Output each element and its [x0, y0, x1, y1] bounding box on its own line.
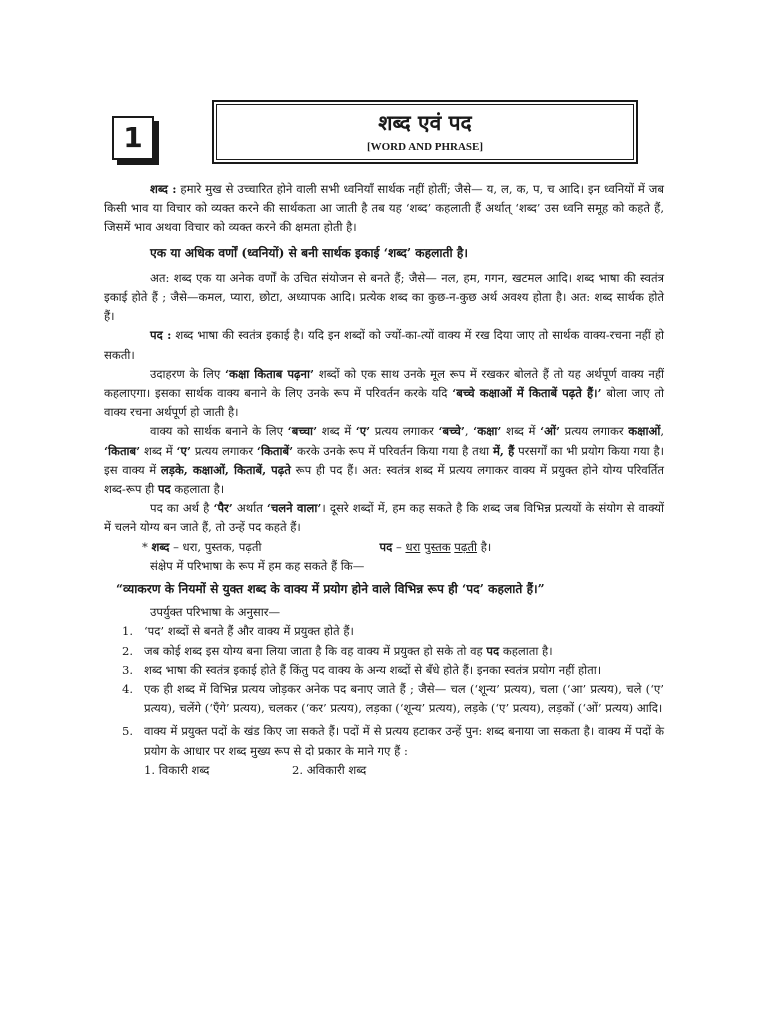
text-run: पद का अर्थ है — [150, 501, 214, 516]
list-text: जब कोई शब्द इस योग्य बना लिया जाता है कि वह वाक्य में प्रयुक्त हो सके तो वह — [144, 643, 487, 658]
text-run: है। — [477, 539, 492, 554]
text-run: – — [392, 539, 406, 554]
bold-run: ‘चलने वाला’ — [266, 501, 322, 516]
text-run: । दूसरे शब्दों में, हम कह सकते है कि शब्द जब विभिन्न प्रत्ययों के संयोग से वाक्यों में चलने योग्य बन जाते हैं, तो उन्हें पद कहते हैं। — [104, 501, 664, 535]
example-line — [104, 538, 664, 557]
list-number: 4. — [122, 682, 134, 697]
list-text: कहलाता है। — [499, 643, 553, 658]
bold-run: कक्षाओं — [628, 424, 661, 439]
bold-run: लड़के, कक्षाओं, किताबें, पढ़ते — [160, 462, 291, 477]
definition-heading: एक या अधिक वर्णों (ध्वनियों) से बनी सार्थक इकाई ‘शब्द’ कहलाती है। — [150, 245, 468, 260]
bold-run: ‘पैर’ — [213, 501, 233, 516]
text-run: शब्द में — [501, 424, 541, 439]
list-number: 1. — [122, 624, 134, 639]
paragraph-suffix — [104, 422, 664, 499]
text-run: रूप ही पद हैं। अत: स्वतंत्र शब्द में प्रत्यय लगाकर वाक्य में प्रयुक्त होने योग्य परिवर्तित शब्द-रूप ही — [104, 462, 664, 497]
word-types — [104, 761, 664, 780]
list-number: 5. — [122, 724, 134, 739]
list-number: 2. — [122, 643, 134, 658]
points-intro: उपर्युक्त परिभाषा के अनुसार— — [150, 605, 281, 620]
underlined-word: धरा — [405, 539, 421, 554]
paragraph-text: हमारे मुख से उच्चारित होने वाली सभी ध्वनियाँ सार्थक नहीं होतीं; जैसे— य, ल, क, प, च आदि। इन ध्वनियों में जब किसी भाव या विचार को व्यक्त करने की सार्थकता आ जाती है तब यह ‘शब्द’ कहलाती हैं अर्थात् ‘शब्द’ उस ध्वनि समूह को कहते हैं, जिसमें भाव अथवा विचार को व्यक्त करने की क्षमता होती है। — [104, 182, 665, 235]
list-item — [122, 722, 664, 760]
bold-run: ‘ए’ — [176, 443, 191, 458]
list-item — [122, 622, 664, 641]
list-item — [122, 661, 664, 680]
chapter-subtitle: [WORD AND PHRASE] — [366, 141, 484, 153]
text-run: कहलाता है। — [170, 482, 225, 497]
example-shabd-label: शब्द — [151, 539, 170, 554]
text-run: शब्द में — [317, 424, 356, 439]
title-box — [216, 104, 634, 160]
text-run: परसर्गों का भी प्रयोग किया गया है। इस वाक्य में — [104, 443, 665, 477]
text-run: अर्थात — [232, 501, 267, 516]
bullet-star: * — [142, 539, 152, 554]
bold-run: ‘बच्चे’ — [438, 424, 465, 439]
term-label: पद : — [150, 328, 172, 343]
paragraph-meaning — [104, 499, 664, 537]
bold-run: ‘बच्चे कक्षाओं में किताबें पढ़ते हैं।’ — [452, 386, 602, 401]
bold-run: ‘ए’ — [355, 424, 371, 439]
term-label: शब्द : — [150, 182, 177, 196]
bold-run: ‘कक्षा’ — [473, 424, 502, 439]
bold-run: ‘बच्चा’ — [287, 424, 318, 439]
paragraph-words: अत: शब्द एक या अनेक वर्णों के उचित संयोजन से बनते हैं; जैसे— नल, हम, गगन, खटमल आदि। शब्द भाषा की स्वतंत्र इकाई होते हैं ; जैसे—कमल, प्यारा, छोटा, अध्यापक आदि। प्रत्येक शब्द का कुछ-न-कुछ अर्थ अवश्य होता है। अत: शब्द सार्थक होते हैं। — [104, 270, 664, 324]
example-shabd-text: – धरा, पुस्तक, पढ़ती — [169, 539, 262, 554]
text-run: प्रत्यय लगाकर — [560, 424, 629, 439]
list-text: वाक्य में प्रयुक्त पदों के खंड किए जा सकते हैं। पदों में से प्रत्यय हटाकर उन्हें पुन: शब्द बनाया जा सकता है। वाक्य में पदों के प्रयोग के आधार पर शब्द मुख्य रूप से दो प्रकार के माने गए हैं : — [144, 724, 664, 758]
text-run: प्रत्यय लगाकर — [191, 443, 257, 458]
text-run: वाक्य को सार्थक बनाने के लिए — [150, 424, 288, 439]
list-item — [122, 680, 664, 718]
bold-run: ‘ओं’ — [540, 424, 561, 439]
text-run: , — [660, 424, 665, 439]
paragraph-example — [104, 365, 664, 423]
text-run: करके उनके रूप में परिवर्तन किया गया है तथा — [293, 443, 493, 458]
bold-run: में, हैं — [492, 443, 515, 458]
bold-run: पद — [486, 643, 500, 658]
page-content — [104, 180, 664, 780]
list-text: ‘पद’ शब्दों से बनते हैं और वाक्य में प्रयुक्त होते हैं। — [144, 624, 354, 639]
list-text: शब्द भाषा की स्वतंत्र इकाई होते हैं किंतु पद वाक्य के अन्य शब्दों से बँधे होते हैं। इनका स्वतंत्र प्रयोग नहीं होता। — [144, 662, 602, 677]
points-list — [104, 622, 664, 760]
list-number: 3. — [122, 662, 134, 677]
underlined-word: पुस्तक — [424, 539, 451, 554]
chapter-title: शब्द एवं पद — [378, 110, 472, 135]
word-type-avikari: 2. अविकारी शब्द — [292, 762, 367, 777]
text-run: , — [464, 424, 474, 439]
chapter-number-box — [112, 116, 154, 160]
example-pad-label: पद — [379, 539, 393, 554]
summary-intro: संक्षेप में परिभाषा के रूप में हम कह सकते हैं कि— — [150, 558, 365, 573]
text-run: उदाहरण के लिए — [150, 366, 225, 381]
list-item — [122, 642, 664, 661]
bold-run: ‘किताबें’ — [256, 443, 294, 458]
text-run: प्रत्यय लगाकर — [370, 424, 439, 439]
text-run: शब्दों को एक साथ उनके मूल रूप में रखकर बोलते हैं तो यह अर्थपूर्ण वाक्य नहीं कहलाएगा। इसका सार्थक वाक्य बनाने के लिए उनके रूप में परिवर्तन करके यदि — [104, 366, 664, 401]
bold-run: पद — [157, 482, 171, 497]
underlined-word: पढ़ती — [454, 539, 478, 554]
text-run: बोला जाए तो वाक्य रचना अर्थपूर्ण हो जाती है। — [104, 386, 664, 420]
chapter-number: 1 — [123, 121, 143, 154]
definition-quote: “व्याकरण के नियमों से युक्त शब्द के वाक्य में प्रयोग होने वाले विभिन्न रूप ही ‘पद’ कहलाते हैं।” — [116, 582, 545, 597]
paragraph-pad — [104, 326, 664, 364]
word-type-vikari: 1. विकारी शब्द — [144, 762, 210, 777]
list-text: एक ही शब्द में विभिन्न प्रत्यय जोड़कर अनेक पद बनाए जाते हैं ; जैसे— चल (‘शून्य’ प्रत्यय), चला (‘आ’ प्रत्यय), चले (‘ए’ प्रत्यय), चलेंगे (‘एँगे’ प्रत्यय), चलकर (‘कर’ प्रत्यय), लड़का (‘शून्य’ प्रत्यय), लड़के (‘ए’ प्रत्यय), लड़कों (‘ओं’ प्रत्यय) आदि। — [144, 682, 664, 716]
bold-run: ‘कक्षा किताब पढ़ना’ — [225, 366, 315, 381]
text-run: शब्द में — [140, 443, 177, 458]
bold-run: ‘किताब’ — [104, 443, 141, 458]
paragraph-shabd — [104, 180, 664, 238]
paragraph-text: शब्द भाषा की स्वतंत्र इकाई है। यदि इन शब्दों को ज्यों-का-त्यों वाक्य में रख दिया जाए तो सार्थक वाक्य-रचना नहीं हो सकती। — [104, 328, 664, 362]
